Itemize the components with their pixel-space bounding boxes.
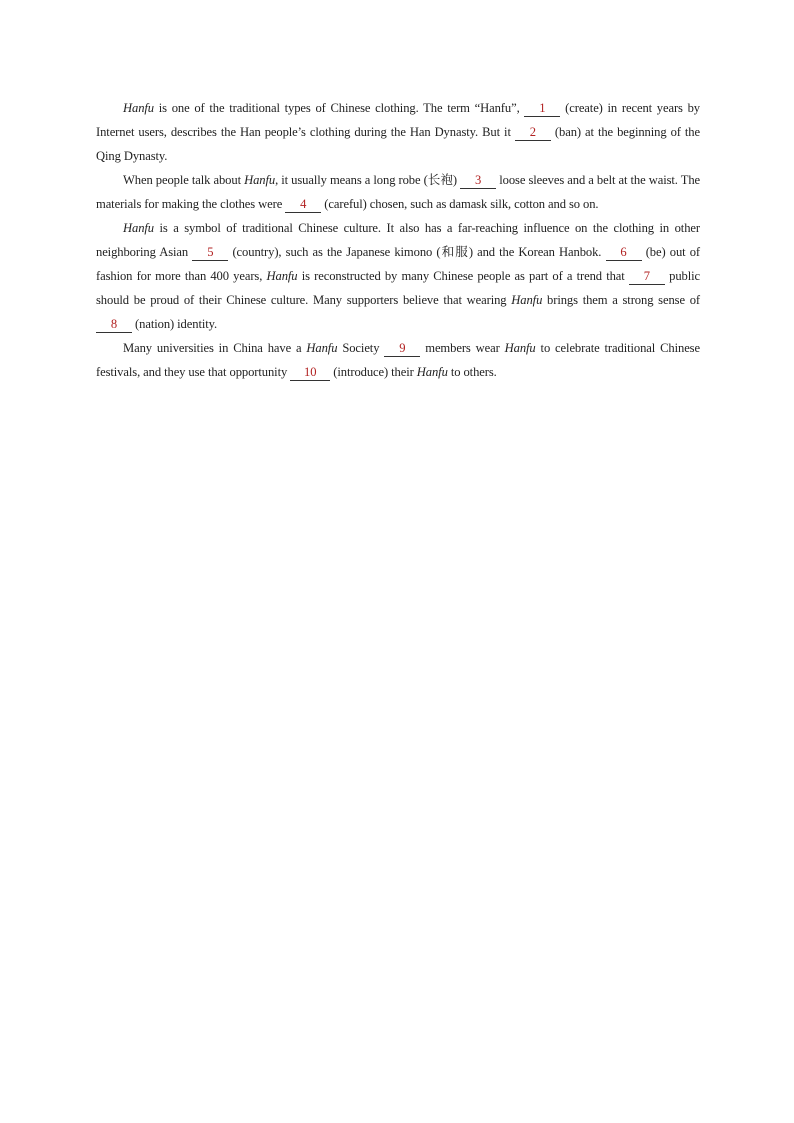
paragraph-3 [96, 216, 700, 336]
text-segment: (be) out of fashion for more than 400 years, [96, 245, 700, 283]
blank-5[interactable]: 5 [192, 245, 228, 261]
term-hanfu: Hanfu [511, 293, 543, 307]
term-hanfu: Hanfu [244, 173, 276, 187]
paragraph-4 [96, 336, 700, 384]
text-segment: (create) in recent years by Internet users, describes the Han people’s clothing during the Han Dynasty. But it [96, 101, 701, 139]
text-segment: members wear [420, 341, 505, 355]
text-segment: is reconstructed by many Chinese people as part of a trend that [297, 269, 629, 283]
term-hanfu: Hanfu [306, 341, 338, 355]
paragraph-2 [96, 168, 700, 216]
text-segment: Society [337, 341, 385, 355]
paragraph-1 [96, 96, 700, 168]
term-hanfu: Hanfu [123, 101, 154, 115]
text-segment: public should be proud of their Chinese culture. Many supporters believe that wearing [96, 269, 700, 307]
text-segment: (careful) chosen, such as damask silk, cotton and so on. [321, 197, 599, 211]
text-segment: Many universities in China have a [123, 341, 307, 355]
blank-3[interactable]: 3 [460, 173, 496, 189]
text-segment: is one of the traditional types of Chinese clothing. The term “Hanfu”, [154, 101, 525, 115]
blank-4[interactable]: 4 [285, 197, 321, 213]
text-segment: (ban) at the beginning of the Qing Dynasty. [96, 125, 700, 163]
term-hanfu: Hanfu [123, 221, 154, 235]
text-segment: loose sleeves and a belt at the waist. The materials for making the clothes were [96, 173, 701, 211]
text-segment: to others. [447, 365, 497, 379]
text-segment: (country), such as the Japanese kimono (和服) and the Korean Hanbok. [228, 245, 606, 259]
text-segment: (introduce) their [330, 365, 417, 379]
text-segment: is a symbol of traditional Chinese culture. It also has a far-reaching influence on the clothing in other neighboring Asian [96, 221, 700, 259]
term-hanfu: Hanfu [266, 269, 298, 283]
blank-9[interactable]: 9 [384, 341, 420, 357]
blank-10[interactable]: 10 [290, 365, 330, 381]
text-segment: (nation) identity. [132, 317, 218, 331]
text-segment: , it usually means a long robe (长袍) [275, 173, 461, 187]
blank-6[interactable]: 6 [606, 245, 642, 261]
blank-2[interactable]: 2 [515, 125, 551, 141]
text-segment: to celebrate traditional Chinese festivals, and they use that opportunity [96, 341, 700, 379]
term-hanfu: Hanfu [416, 365, 448, 379]
text-segment: When people talk about [123, 173, 245, 187]
blank-1[interactable]: 1 [524, 101, 560, 117]
blank-8[interactable]: 8 [96, 317, 132, 333]
term-hanfu: Hanfu [504, 341, 536, 355]
text-segment: brings them a strong sense of [542, 293, 700, 307]
passage [96, 96, 700, 384]
blank-7[interactable]: 7 [629, 269, 665, 285]
